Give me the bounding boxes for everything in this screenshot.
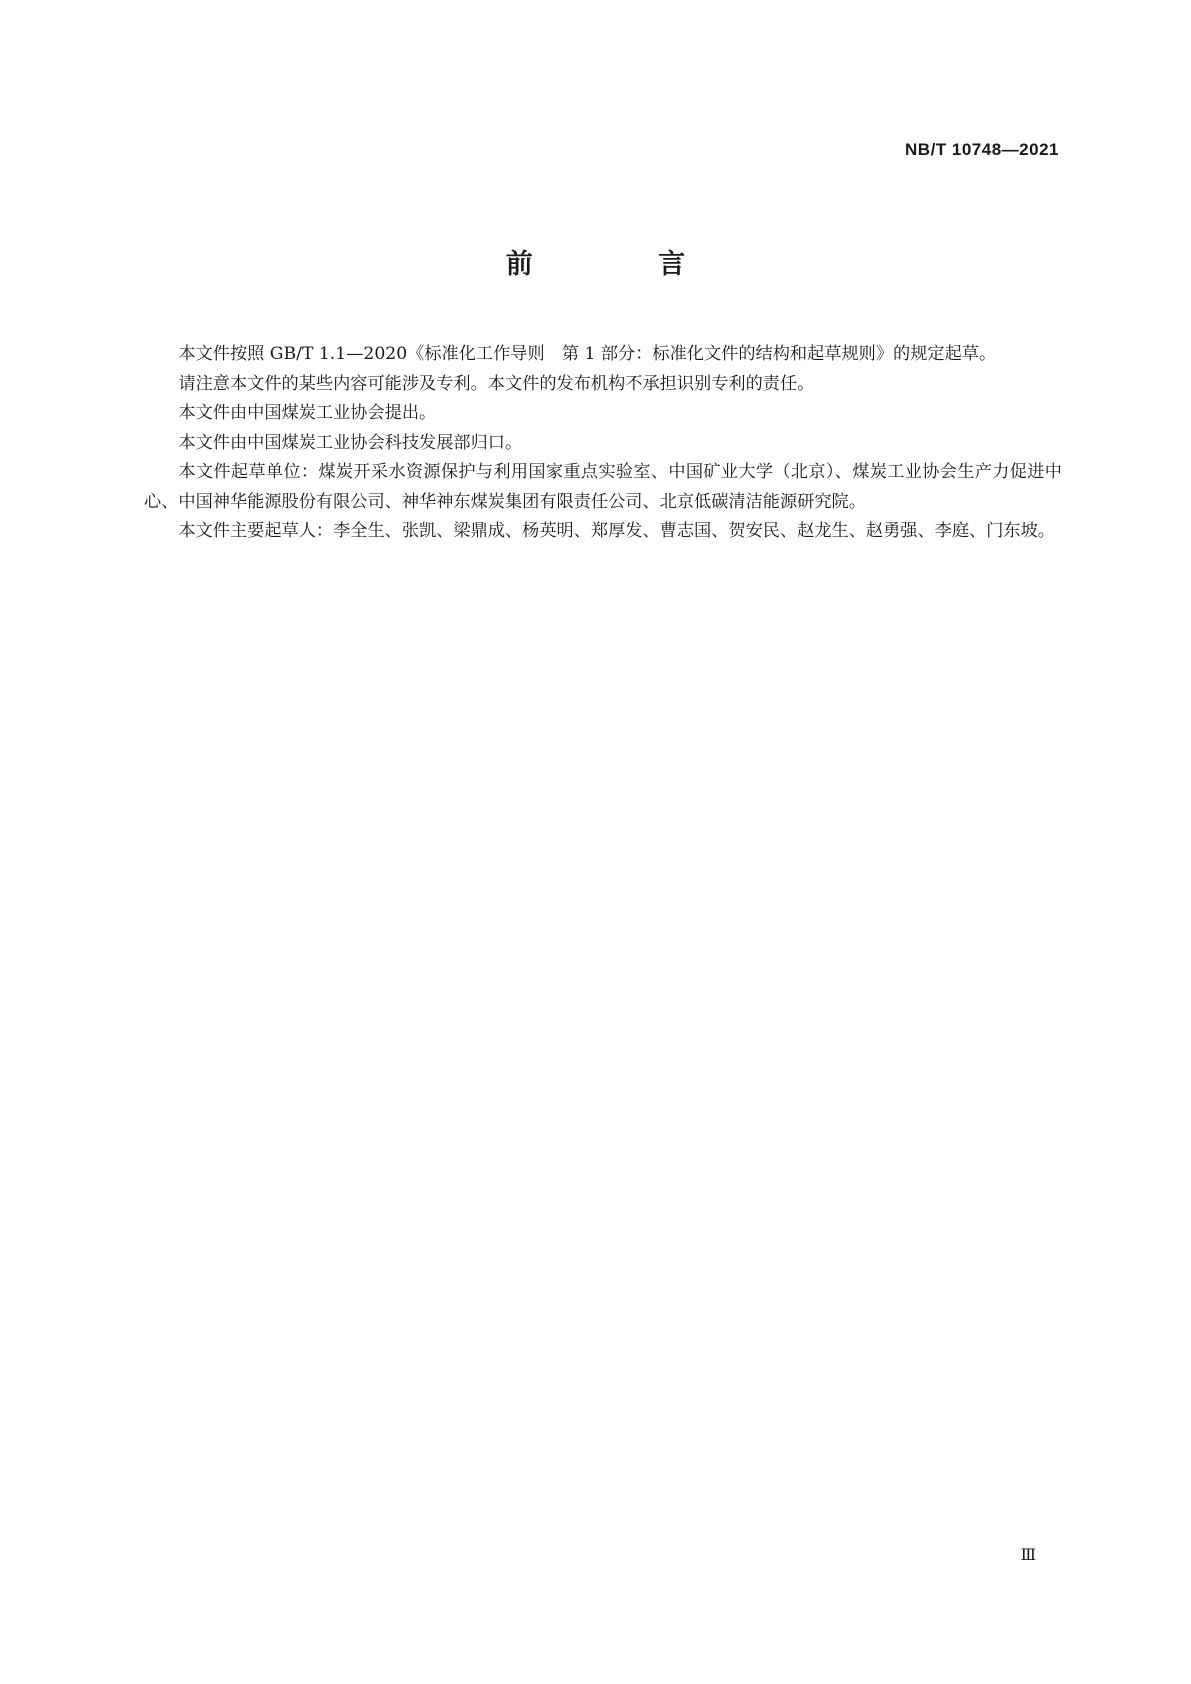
paragraph-drafting-rules: 本文件按照 GB/T 1.1—2020《标准化工作导则 第 1 部分：标准化文件的结构和起草规则》的规定起草。 <box>178 344 997 364</box>
paragraph-drafting-units: 本文件起草单位：煤炭开采水资源保护与利用国家重点实验室、中国矿业大学（北京）、煤炭工业协会生产力促进中心、中国神华能源股份有限公司、神华神东煤炭集团有限责任公司、北京低碳清洁能源研究院。 <box>144 462 1062 512</box>
page-number: Ⅲ <box>1020 1547 1036 1564</box>
standard-code: NB/T 10748—2021 <box>905 140 1059 159</box>
paragraph-patent-notice: 请注意本文件的某些内容可能涉及专利。本文件的发布机构不承担识别专利的责任。 <box>178 373 815 394</box>
paragraph-centralized-unit: 本文件由中国煤炭工业协会科技发展部归口。 <box>178 432 523 453</box>
page-title: 前 言 <box>505 249 744 280</box>
preface-body <box>144 340 1062 547</box>
paragraph-drafters: 本文件主要起草人：李全生、张凯、梁鼎成、杨英明、郑厚发、曹志国、贺安民、赵龙生、赵勇强、李庭、门东坡。 <box>178 521 1055 541</box>
paragraph-proposer: 本文件由中国煤炭工业协会提出。 <box>178 403 437 423</box>
